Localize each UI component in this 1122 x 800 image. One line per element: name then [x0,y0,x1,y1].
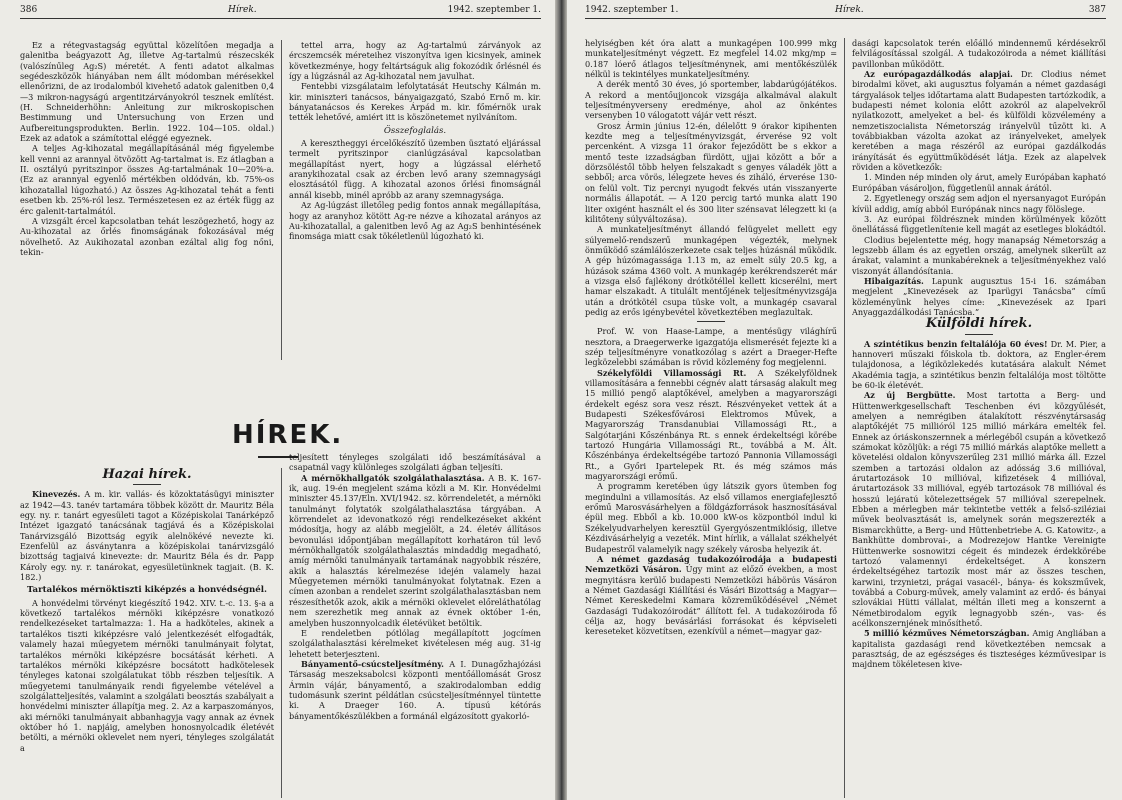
paragraph: A Székelyföldnek villamosítására a fennebbi cégnév alatt társaság alakult meg 15 millió pengő alaptőkével, amelyben a magyarországi érdekelt egész sora vesz részt. Részvényeket vettek át a Budapesti Székesfővárosi Elektromos Művek, a Magyarország Transdanubiai Villamossági Rt., a Salgótarjáni Kőszénbánya Rt. s ennek érdekeltségi körébe tartozó Hungária Villamossági Rt., továbbá a M. Ált. Kőszénbánya érdekeltségébe tartozó Pannonia Villamossági Rt., a Győri Ipartelepek Rt. és még számos más magyarországi erőmű. [585,367,837,482]
paragraph: A derék mentő 30 éves, jó sportember, labdarúgójátékos. A rekord a mentőujjoncok vizsgája alkalmával alakult teljesítményverseny eredménye, ahol az önkéntes versenyben 10 válogatott vájár vett részt. [585,79,837,121]
section-heading: Összefoglalás. [383,125,447,136]
left-page [0,0,555,800]
article-column-2 [289,40,541,360]
paragraph: A honvédelmi törvényt kiegészítő 1942. XIV. t.-c. 13. §-a a következő tartalékos mérnöki kiképzésre vonatkozó rendelkezéseket tartalmazza: 1. Ha a hadköteles, akinek a tartalékos tiszti kiképzésre való jelentkezését elfogadták, valamely hazai műegyetem mérnöki tanulmányait folytat, tartalékos mérnöki kiképzésre bocsátását kérheti. A tartalékos mérnöki kiképzésre bocsátott hadkötelesek tényleges katonai szolgálatukat több részben teljesítik. A műegyetemi tanulmányaik rendi figyelembe vételével a szolgálatteljesítés, valamint a szolgálati beosztás szabályait a honvédelmi miniszter állapítja meg. 2. Az a karpaszományos, aki mérnöki tanulmányait abbanhagyja vagy annak az évnek október hó 1. napjáig, amelyben honosnyolcadik életévét betölti, a mérnöki oklevelet nem nyeri, tényleges szolgálatát a [20,597,274,753]
paragraph: Ez a rétegvastagság együttal közelítően megadja a galenitba beágyazott Ag, illetve Ag-tartalmú részecskék (valószínűleg Ag₂S) méretét. A fenti adatot alkalmas segédeszközök hiányában nem állt módomban mérésekkel ellenőrizni, de az irodalomból kivehető adatok galenitben 0,4—3 mikron-nagyságú argentitzárványokról tesznek említést. (H. Schneiderhöhn: Anleitung zur mikroskopischen Bestimmung und Untersuchung von Erzen und Aufbereitungsprodukten. Berlin. 1922. 104—105. oldal.) Ezek az adatok a számítottal eléggé egyeznek. [20,40,274,144]
subheading: Az új Bergbütte. [864,390,956,401]
left-page-header [20,4,541,19]
list-item: 3. Az európai földrésznek minden körülmények között önellátássá függetlenítenie kell magát az esetleges blokádtól. [852,213,1106,235]
issue-date: 1942. szeptember 1. [447,5,541,15]
news-column-2 [289,452,541,798]
paragraph: A teljes Ag-kihozatal megállapításánál még figyelembe kell venni az arannyal ötvözött Ag-tartalmat is. Ez átlagban a II. osztályú pyritszinpor összes Ag-tartalmának 10—20%-a. (Ez az arannyal egyenlő mértékben oldódván, kb. 75%-os kihozatallal lúgozható.) Az összes Ag-kihozatal tehát a fenti esetben kb. 25%-ról lesz. Természetesen ez az érték függ az érc galenit-tartalmától. [20,143,274,216]
paragraph: dasági kapcsolatok terén előálló mindennemű kérdésekről felvilágosítással szolgál. A tudakozóiroda a német kiállítási pavillonban működött. [852,38,1106,69]
column-rule [844,38,845,798]
news-column-1 [20,468,274,798]
page-number: 387 [1088,5,1106,15]
right-page [567,0,1122,800]
paragraph: teljesített tényleges szolgálati idő beszámításával a csapatnál vagy különleges szolgálati ágban teljesíti. [289,452,541,473]
running-title: Hírek. [835,5,864,15]
paragraph: Most tartotta a Berg- und Hüttenwerkgesellschaft Teschenben évi közgyűlését, amelyen a nemrégiben átalakított részvénytársaság alaptőkéjét 75 millióról 125 millió márkára emelték fel. Ennek az óriáskonszernnek a mérlegéből csupán a következő számokat közöljük: a régi 75 millió márkás alaptőke mellett a követelési oldalon könyvszerűleg 231 millió márka áll. Ezzel szemben a tartozási oldalon az adósság 3.6 millióval, árutartozások 10 millióval, kifizetések 4 millióval, árutartozások 33 millióval, egyéb tartozások 78 millióval és hosszú lejáratú kötelezettségek 57 millióval szerepelnek. Ebben a mérlegben már tekintetbe vették a felső-sziléziai művek beolvasztását is, amelynek során megszerezték a Bismarckhütte, a Berg- und Hüttenbetriebe A. G. Katowitz-, a Bankhütte dombrovai-, a Modrezejow Hantke Vereinigte Hüttenwerke sosnowitzi cégeit és mindezek érdekkörébe tartozó valamennyi érdekeltséget. A konszern érdekeltségéhez tartozik most már az összes teschen, karwini, trzynietzi, prágai vasacél-, bánya- és kokszművek, továbbá a Coburg-művek, amely valamint az erdő- és bányai szlovákiai Hütti vállalat, méltán illeti meg a konszernt a Németbirodalom egyik legnagyobb szén-, vas- és acélkonszernjének minősíthető. [852,390,1106,628]
paragraph: A programm keretében úgy látszik gyors ütemben fog megindulni a villamosítás. Az első villamos energiafejlesztő erőmű Marosvásárhelyen a földgázforrások hasznosításával épül meg. Ebből a kb. 10.000 kW-os központból indul ki Székelyudvarhelyen keresztül Gyergyószentmiklósig, illetve Kézdivásárhelyig a vezeték. Mint hírlik, a vállalat székhelyét Budapestről valamelyik nagy székely városba helyezik át. [585,481,837,554]
subheading: Az európagazdálkodás alapjai. [864,69,1013,80]
list-item: 1. Minden nép minden oly árut, amely Európában kapható Európában vásároljon, függetlenül annak árától. [852,172,1106,193]
book-gutter [555,0,567,800]
subheading: 5 millió kézműves Németországban. [864,628,1030,639]
subheading: A szintétikus benzin feltalálója 60 éves! [864,338,1048,349]
column-rule [281,40,282,360]
paragraph: Úgy mint az előző években, a most megnyitásra kerülő budapesti Nemzetközi hábörús Vásáron a Német Gazdasági Kiállítási és Vásári Bizottság a Magyar—Német Kereskedelmi Kamara közreműködésével „Német Gazdasági Tudakozóirodát” állított fel. A tudakozóiroda fő célja az, hogy bevásárlási forrásokat és képviseleti kereseteket közvetítsen, ezenkívül a német—magyar gaz- [585,564,837,637]
page-number: 386 [20,5,38,15]
paragraph: A m. kir. vallás- és közoktatásügyi miniszter az 1942—43. tanév tartamára többek között dr. Mauritz Béla egy. ny. r. tanárt egyesületi tagot a Középiskolai Tanárképző Intézet igazgató tanácsának tagjává és a Középiskolai Tanárvizsgáló Bizottság egyik alelnökévé nevezte ki. Ezenfelül az ásványtanra a középiskolai tanárvizsgáló bizottság tagjaivá kinevezte: dr. Mauritz Béla és dr. Papp Károly egy. ny. r. tanárokat, egyesületünknek tagjait. (B. K. 182.) [20,489,274,583]
subheading: Bányamentő-csúcsteljesítmény. [301,658,445,669]
subheading: Hibaigazítás. [864,275,924,286]
paragraph: A keresztheggyi ércelőkészítő üzemben üsztató eljárással termelt pyritszinpor cianlúgzásával kapcsolatban megállapítást nyert, hogy a lúgzással elérhető aranykihozatal csak az ércben levő arany szemnagysági elosztásától függ. A kihozatal azonos őrlési finomságnál annál kisebb, minél apróbb az arany szemnagysága. [289,138,541,200]
column-rule [281,468,282,798]
subheading: A német gazdaság tudakozóirodája a budapesti Nemzetközi Vásáron. [585,553,837,575]
paragraph: Lapunk augusztus 15-i 16. számában megjelent „Kinevezések az Iparügyi Tanácsba” című közleményünk helyes címe: „Kinevezések az Ipari Anyaggazdálkodási Tanácsba.” [852,275,1106,317]
paragraph: Fentebbi vizsgálataim lefolytatását Heutschy Kálmán m. kir. miniszteri tanácsos, bányaigazgató, Szabó Ernő m. kir. bányatanácsos és Kerekes Árpád m. kir. főmérnök urak tették lehetővé, amiért itt is köszönetemet nyilvánítom. [289,81,541,123]
subheading: A mérnökhallgatók szolgálathalasztása. [301,472,485,483]
right-page-header [585,4,1106,19]
subheading: Tartalékos mérnöktiszti kiképzés a honvédségnél. [26,585,268,596]
article-column-1 [20,40,274,360]
news-title: HÍREK. [232,420,344,450]
issue-date: 1942. szeptember 1. [585,5,679,15]
paragraph: Clodius bejelentette még, hogy manapság Németország a legszebb állam és az egyetlen ország, amelynek sikerült az árakat, valamint a munkabéreknek a teljesítményekhez való viszonyát állandósítania. [852,234,1106,276]
paragraph: Amig Angliában a kapitalista gazdasági rend következtében nemcsak a parasztság, de az egészséges és tiszteséges kézművesipar is majdnem tökéletesen kive- [852,628,1106,670]
subheading: Székelyföldi Villamossági Rt. [597,367,747,378]
paragraph: tettel arra, hogy az Ag-tartalmú zárványok az ércszemcsék méreteihez viszonyítva igen kicsinyek, aminek következménye, hogy feltártságuk alig fokozódik őrlésnél és így a lúgzásnál az Ag-kihozatal nem javulhat. [289,40,541,82]
paragraph: A I. Dunagőzhajózási Társaság meszeksabolcsi központi mentőállomását Grosz Ármin vájár, bányamentő, a szakirodalomban eddig tudomásunk szerint példátlan csúcsteljesítménnyel tüntette ki. A Draeger 160. A. típusú kétórás bányamentőkészülékben a formánál elgázosított gyakorló- [289,658,541,721]
divider [133,484,161,485]
paragraph: Grosz Ármin június 12-én, délelőtt 9 órakor kipihenten kezdte meg a teljesítményvizsgát, érverése 92 volt percenként. A vizsga 11 órakor fejeződött be s ekkor a mentő teste izzadságban fürdött, ujjai között a bőr a dörzsöléstől több helyen felszakadt s genyes váladék jött a sebből; arca vörös, lélegzete heves és ziháló, érverése 130-on felül volt. Tiz percnyi nyugodt fekvés után visszanyerte normális állapotát. — A 120 percig tartó munka alatt 190 liter oxigént használt el és 300 liter szénsavat lélegzett ki (a kilitőteny súlyváltozása). [585,120,837,224]
paragraph: Prof. W. von Haase-Lampe, a mentésügy világhírű nesztora, a Draegerwerke igazgatója elismerését fejezte ki a szép teljesítményre vonatkozólag s azért a Draeger-Hefte legközelebbi számában is rövid közlemény fog megjelenni. [585,326,837,368]
paragraph: A B. K. 167-ik, aug. 19-én megjelent száma közli a M. Kir. Honvédelmi miniszter 45.137/Eln. XVI/1942. sz. körrendeletét, a mérnöki tanulmányt folytatók szolgálathalasztása tárgyában. A körrendelet az idevonatkozó régi rendelkezéseket akként módosítja, hogy az alább megjelölt, a 24. életév állításos bevonulási időpontjában megállapított korhatáron túl levő mérnökhallgatók szolgálathalasztás mindaddig megadható, amíg mérnöki tanulmányaik tartamának nagyobbik részére, akik a halasztás kérelmezése idején valamely hazai Műegyetemen mérnöki tanulmányokat folytatnak. Ezen a címen azonban a rendelet szerint szolgálathalasztásban nem részesíthetők azok, akik a mérnöki oklevelet előreláthatólag nem szerezhetik meg annak az évnek október 1-én, amelyben huszonnyolcadik életévüket betöltik. [289,472,541,628]
item-lead: Kinevezés. [32,489,81,500]
divider [965,334,993,335]
news-column-3 [585,38,837,798]
news-column-4 [852,38,1106,798]
paragraph: Dr. M. Pier, a hannoveri műszaki főiskola tb. doktora, az Engler-érem tulajdonosa, a légiközlekedés kutatására alakult Német Akadémia tagja, a szintétikus benzin feltalálója most töltötte be 60-ik életévét. [852,338,1106,390]
paragraph: A vizsgált ércel kapcsolatban tehát leszögezhető, hogy az Au-kihozatal az őrlés finomságának fokozásával még növelhető. Az Aukihozatal azonban ezáltal alig fog nőni, tekin- [20,215,274,257]
paragraph: A munkateljesítményt állandó felügyelet mellett egy súlyemelő-rendszerű munkagépen végezték, melynek önműködő számlálószerkezete csak teljes húzásnál működik. A gép húzómagassága 1.13 m, az emelt súly 20.5 kg, a húzások száma 4360 volt. A munkagép kerékrendszerét már a vizsga első fajlékony drótkötéllel kellett kicserélni, mert hamar elszakadt. A titulált mentőjének teljesítményvizsgája után a drótkötél csupa tüske volt, a munkagép csavaral pedig az erős igénybevétel következtében meglazultak. [585,224,837,317]
running-title: Hírek. [228,5,257,15]
list-item: 2. Egyetlenegy ország sem adjon el nyersanyagot Európán kívül addig, amíg abból Európának nincs nagy fölöslege. [852,193,1106,214]
paragraph: Dr. Clodius német birodalmi követ, aki augusztus folyamán a német gazdasági tárgyalások teljes időtartama alatt Budapesten tartózkodik, a budapesti német kolonia előtt azokról az alapelvekről nyilatkozott, amelyeket a bel- és külföldi közvélemény a nemzetiszocialista Németország irányelvül tűzött ki. A továbbiakban vázolta azokat az irányelveket, amelyek keretében a maga részéről az európai gazdálkodás irányítását és együttműködését látja. Ezek az alapelvek röviden a következők: [852,69,1106,173]
section-heading: Külföldi hírek. [925,316,1033,332]
section-heading: Hazai hírek. [102,468,192,482]
divider [697,321,725,322]
paragraph: helyiségben két óra alatt a munkagépen 100.999 mkg munkateljesítményt végzett. Ez megfelel 14.02 mkg/mp = 0.187 lóerő átlagos teljesítménynek, ami mentőkészülék nélkül is tekintélyes munkateljesítmény. [585,38,837,80]
paragraph: Az Ag-lúgzást illetőleg pedig fontos annak megállapítása, hogy az aranyhoz kötött Ag-re nézve a kihozatal arányos az Au-kihozatallal, a galenitben levő Ag az Ag₂S benhintésének finomsága miatt csak tökéletlenül lúgozható ki. [289,200,541,242]
paragraph: E rendeletben pótlólag megállapított jogcímen szolgálathalasztási kérelmeket kivételesen még aug. 31-ig lehetett beterjeszteni. [289,627,541,659]
